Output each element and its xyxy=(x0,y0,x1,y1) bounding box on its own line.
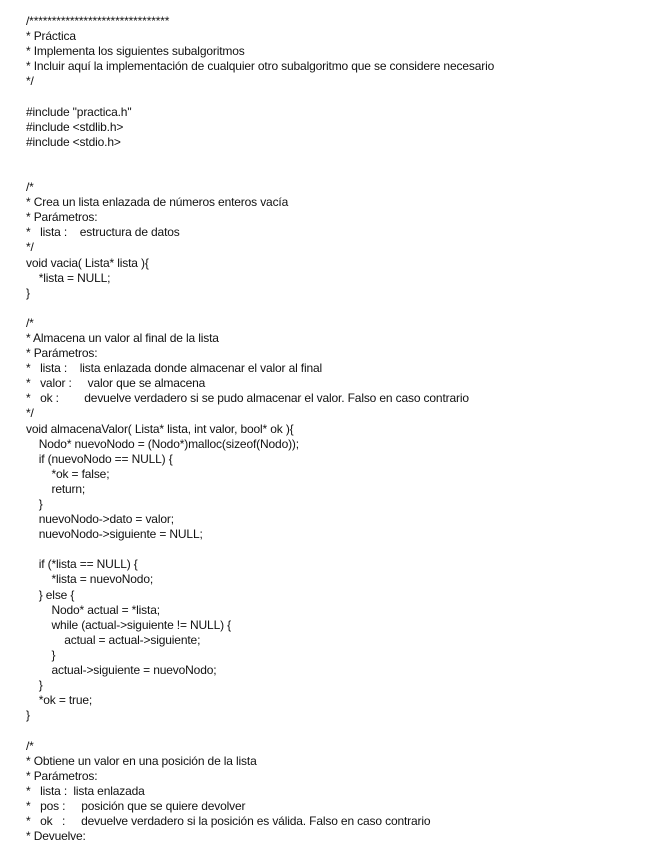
code-line: * Crea un lista enlazada de números enteros vacía xyxy=(26,195,289,210)
code-line: } xyxy=(26,497,43,511)
code-line: void vacia( Lista* lista ){ xyxy=(26,255,149,270)
code-line: * lista : lista enlazada xyxy=(26,783,145,798)
code-document xyxy=(26,14,646,844)
code-line: #include <stdlib.h> xyxy=(26,119,124,134)
code-line xyxy=(26,89,646,104)
code-line: void almacenaValor( Lista* lista, int valor, bool* ok ){ xyxy=(26,421,294,436)
code-line: #include <stdio.h> xyxy=(26,134,121,149)
code-line: * Parámetros: xyxy=(26,210,98,225)
code-line: /* xyxy=(26,180,34,195)
code-line: nuevoNodo->dato = valor; xyxy=(26,512,174,527)
code-line: actual = actual->siguiente; xyxy=(26,632,201,647)
code-line: } xyxy=(26,678,43,693)
code-line: Nodo* actual = *lista; xyxy=(26,602,160,617)
code-line: * Práctica xyxy=(26,29,76,44)
code-line: if (nuevoNodo == NULL) { xyxy=(26,451,173,466)
code-line xyxy=(26,165,646,180)
code-line xyxy=(26,542,646,557)
code-line: * ok : devuelve verdadero si la posición es válida. Falso en caso contrario xyxy=(26,813,431,828)
code-line: if (*lista == NULL) { xyxy=(26,557,138,572)
code-line: * ok : devuelve verdadero si se pudo almacenar el valor. Falso en caso contrario xyxy=(26,391,469,406)
code-line: * Devuelve: xyxy=(26,829,86,844)
code-line xyxy=(26,723,646,738)
code-line: * lista : estructura de datos xyxy=(26,225,180,240)
code-line: } xyxy=(26,285,30,300)
code-line: * Incluir aquí la implementación de cualquier otro subalgoritmo que se considere necesario xyxy=(26,59,495,74)
code-line: return; xyxy=(26,481,86,496)
code-line: actual->siguiente = nuevoNodo; xyxy=(26,663,217,678)
code-line: while (actual->siguiente != NULL) { xyxy=(26,617,231,632)
code-line: *lista = nuevoNodo; xyxy=(26,572,154,587)
code-line: * pos : posición que se quiere devolver xyxy=(26,798,246,813)
code-line xyxy=(26,150,646,165)
code-line: *ok = false; xyxy=(26,466,110,481)
code-line: * Parámetros: xyxy=(26,768,98,783)
code-line: } xyxy=(26,708,30,723)
code-line xyxy=(26,301,646,316)
code-line: /* xyxy=(26,738,34,753)
code-line: #include "practica.h" xyxy=(26,104,132,119)
code-line: * Almacena un valor al final de la lista xyxy=(26,330,219,345)
code-line: * lista : lista enlazada donde almacenar el valor al final xyxy=(26,361,323,376)
code-line: * Parámetros: xyxy=(26,346,98,361)
code-line: * Implementa los siguientes subalgoritmos xyxy=(26,44,245,59)
code-line: *lista = NULL; xyxy=(26,270,111,285)
code-line: * Obtiene un valor en una posición de la lista xyxy=(26,753,257,768)
code-line: nuevoNodo->siguiente = NULL; xyxy=(26,527,203,542)
code-line: /******************************* xyxy=(26,14,170,28)
code-line: /* xyxy=(26,315,34,330)
code-line: Nodo* nuevoNodo = (Nodo*)malloc(sizeof(Nodo)); xyxy=(26,436,299,451)
code-line: *ok = true; xyxy=(26,693,93,708)
code-line: */ xyxy=(26,240,34,255)
code-line: */ xyxy=(26,74,34,89)
code-line: } xyxy=(26,647,56,662)
code-line: } else { xyxy=(26,587,75,602)
code-line: * valor : valor que se almacena xyxy=(26,376,206,391)
code-line: */ xyxy=(26,406,34,421)
